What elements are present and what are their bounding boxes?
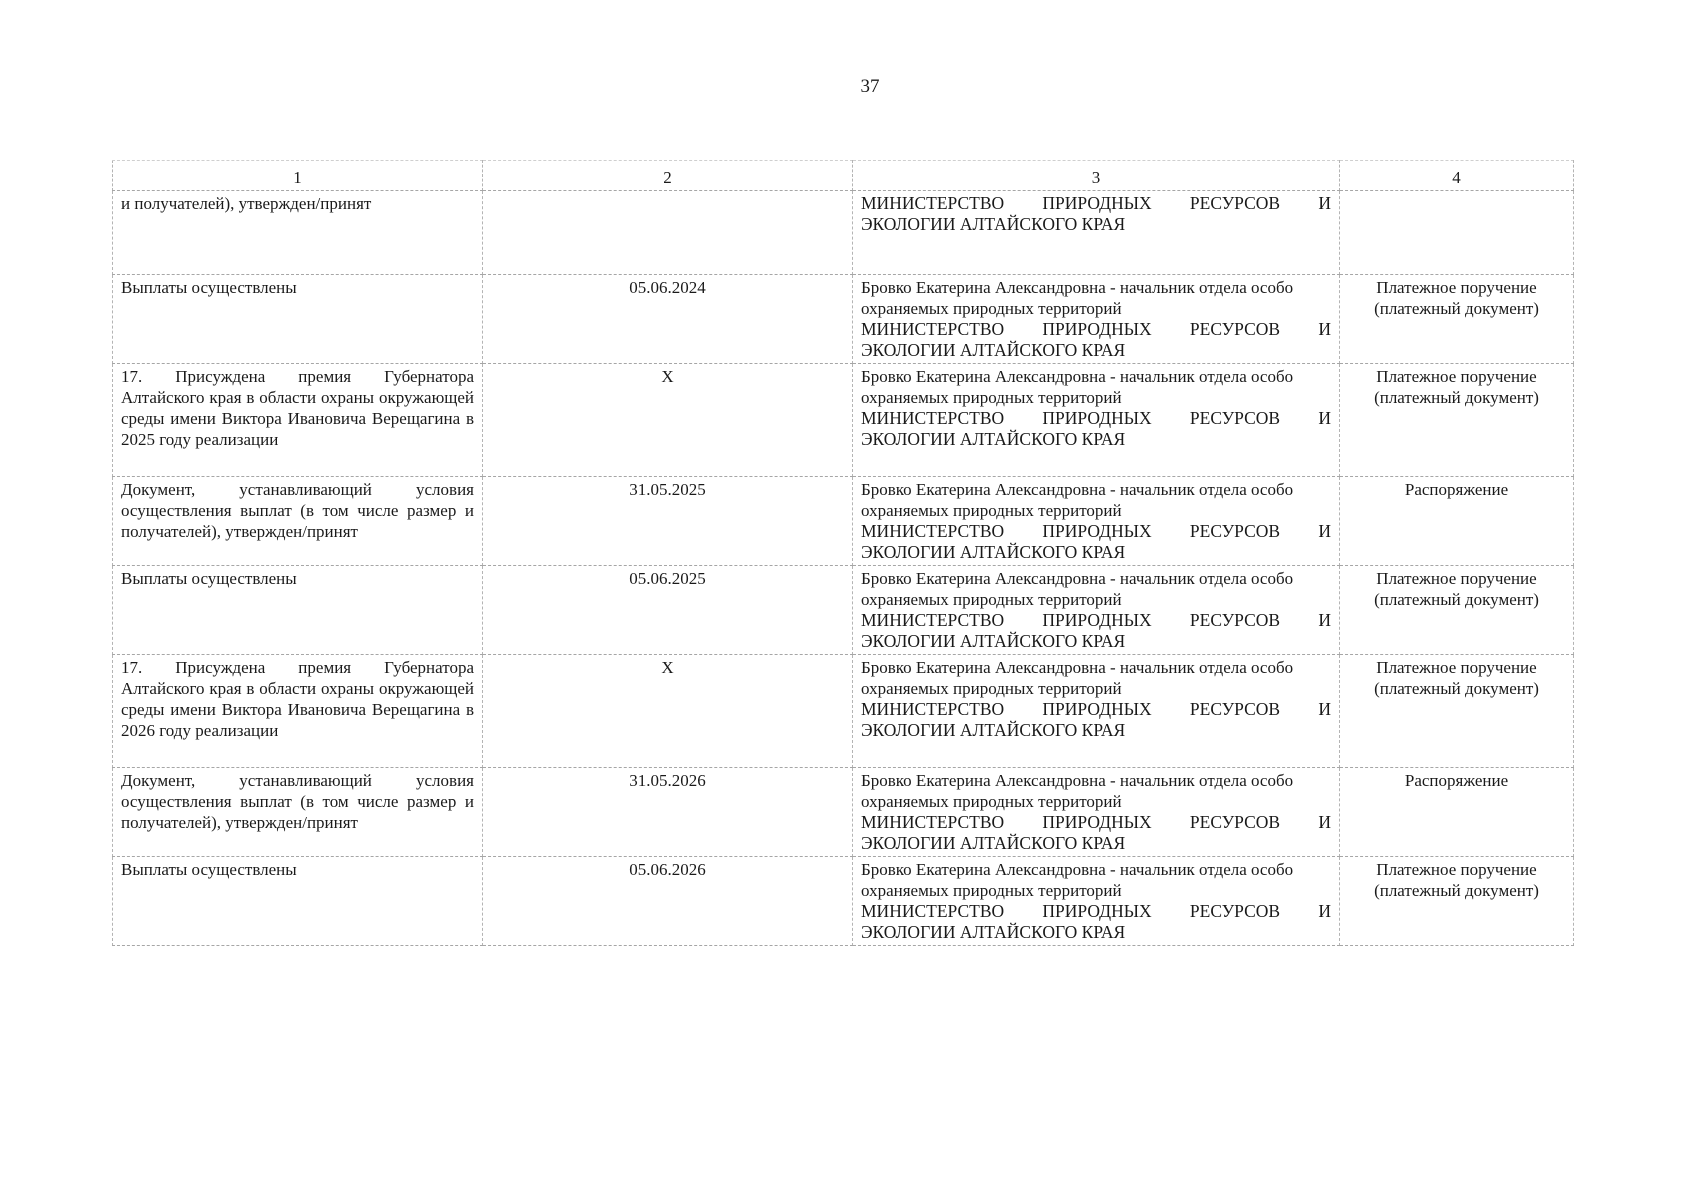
responsible-cell: [853, 655, 1340, 768]
document-cell: Распоряжение: [1340, 768, 1574, 857]
organization-name: МИНИСТЕРСТВО ПРИРОДНЫХ РЕСУРСОВ И: [861, 319, 1331, 339]
organization-name: МИНИСТЕРСТВО ПРИРОДНЫХ РЕСУРСОВ И: [861, 521, 1331, 541]
date-cell: 31.05.2025: [483, 477, 853, 566]
organization-name-cont: ЭКОЛОГИИ АЛТАЙСКОГО КРАЯ: [861, 720, 1126, 740]
table-row: [113, 768, 1574, 857]
date-cell: [483, 191, 853, 275]
column-header-1: 1: [113, 161, 483, 191]
responsible-person: Бровко Екатерина Александровна - начальник отдела особо охраняемых природных территорий: [861, 569, 1294, 609]
responsible-person: Бровко Екатерина Александровна - начальник отдела особо охраняемых природных территорий: [861, 278, 1294, 318]
date-cell: X: [483, 364, 853, 477]
organization-name-cont: ЭКОЛОГИИ АЛТАЙСКОГО КРАЯ: [861, 922, 1126, 942]
table-row: [113, 477, 1574, 566]
date-cell: X: [483, 655, 853, 768]
responsible-person: Бровко Екатерина Александровна - начальник отдела особо охраняемых природных территорий: [861, 480, 1294, 520]
event-cell: 17. Присуждена премия Губернатора Алтайского края в области охраны окружающей среды имени Виктора Ивановича Верещагина в 2025 году реализации: [113, 364, 483, 477]
responsible-person: Бровко Екатерина Александровна - начальник отдела особо охраняемых природных территорий: [861, 367, 1294, 407]
event-cell: 17. Присуждена премия Губернатора Алтайского края в области охраны окружающей среды имени Виктора Ивановича Верещагина в 2026 году реализации: [113, 655, 483, 768]
table-row: [113, 857, 1574, 946]
document-cell: Платежное поручение (платежный документ): [1340, 655, 1574, 768]
event-cell: Документ, устанавливающий условия осуществления выплат (в том числе размер и получателей), утвержден/принят: [113, 768, 483, 857]
event-cell: и получателей), утвержден/принят: [113, 191, 483, 275]
responsible-cell: [853, 768, 1340, 857]
organization-name-cont: ЭКОЛОГИИ АЛТАЙСКОГО КРАЯ: [861, 542, 1126, 562]
date-cell: 05.06.2026: [483, 857, 853, 946]
document-cell: [1340, 191, 1574, 275]
organization-name: МИНИСТЕРСТВО ПРИРОДНЫХ РЕСУРСОВ И: [861, 699, 1331, 719]
document-cell: Распоряжение: [1340, 477, 1574, 566]
event-cell: Выплаты осуществлены: [113, 857, 483, 946]
date-cell: 31.05.2026: [483, 768, 853, 857]
table-row: [113, 364, 1574, 477]
organization-name: МИНИСТЕРСТВО ПРИРОДНЫХ РЕСУРСОВ И: [861, 193, 1331, 213]
document-cell: Платежное поручение (платежный документ): [1340, 857, 1574, 946]
document-cell: Платежное поручение (платежный документ): [1340, 364, 1574, 477]
document-cell: Платежное поручение (платежный документ): [1340, 566, 1574, 655]
responsible-cell: [853, 191, 1340, 275]
organization-name-cont: ЭКОЛОГИИ АЛТАЙСКОГО КРАЯ: [861, 833, 1126, 853]
responsible-cell: [853, 857, 1340, 946]
organization-name-cont: ЭКОЛОГИИ АЛТАЙСКОГО КРАЯ: [861, 631, 1126, 651]
responsible-person: Бровко Екатерина Александровна - начальник отдела особо охраняемых природных территорий: [861, 860, 1294, 900]
table-row: [113, 275, 1574, 364]
table-row: [113, 655, 1574, 768]
document-cell: Платежное поручение (платежный документ): [1340, 275, 1574, 364]
organization-name: МИНИСТЕРСТВО ПРИРОДНЫХ РЕСУРСОВ И: [861, 610, 1331, 630]
table-row: [113, 566, 1574, 655]
event-cell: Выплаты осуществлены: [113, 275, 483, 364]
table-row: [113, 191, 1574, 275]
responsible-cell: [853, 566, 1340, 655]
organization-name: МИНИСТЕРСТВО ПРИРОДНЫХ РЕСУРСОВ И: [861, 408, 1331, 428]
responsible-person: Бровко Екатерина Александровна - начальник отдела особо охраняемых природных территорий: [861, 771, 1294, 811]
responsible-cell: [853, 364, 1340, 477]
event-cell: Документ, устанавливающий условия осуществления выплат (в том числе размер и получателей), утвержден/принят: [113, 477, 483, 566]
column-header-2: 2: [483, 161, 853, 191]
event-cell: Выплаты осуществлены: [113, 566, 483, 655]
column-header-4: 4: [1340, 161, 1574, 191]
responsible-cell: [853, 275, 1340, 364]
date-cell: 05.06.2025: [483, 566, 853, 655]
schedule-table: [112, 160, 1574, 946]
column-header-3: 3: [853, 161, 1340, 191]
organization-name: МИНИСТЕРСТВО ПРИРОДНЫХ РЕСУРСОВ И: [861, 901, 1331, 921]
organization-name-cont: ЭКОЛОГИИ АЛТАЙСКОГО КРАЯ: [861, 340, 1126, 360]
date-cell: 05.06.2024: [483, 275, 853, 364]
responsible-person: Бровко Екатерина Александровна - начальник отдела особо охраняемых природных территорий: [861, 658, 1294, 698]
page-number: 37: [860, 76, 880, 97]
organization-name-cont: ЭКОЛОГИИ АЛТАЙСКОГО КРАЯ: [861, 429, 1126, 449]
organization-name: МИНИСТЕРСТВО ПРИРОДНЫХ РЕСУРСОВ И: [861, 812, 1331, 832]
responsible-cell: [853, 477, 1340, 566]
table-header-row: [113, 161, 1574, 191]
organization-name-cont: ЭКОЛОГИИ АЛТАЙСКОГО КРАЯ: [861, 214, 1126, 234]
